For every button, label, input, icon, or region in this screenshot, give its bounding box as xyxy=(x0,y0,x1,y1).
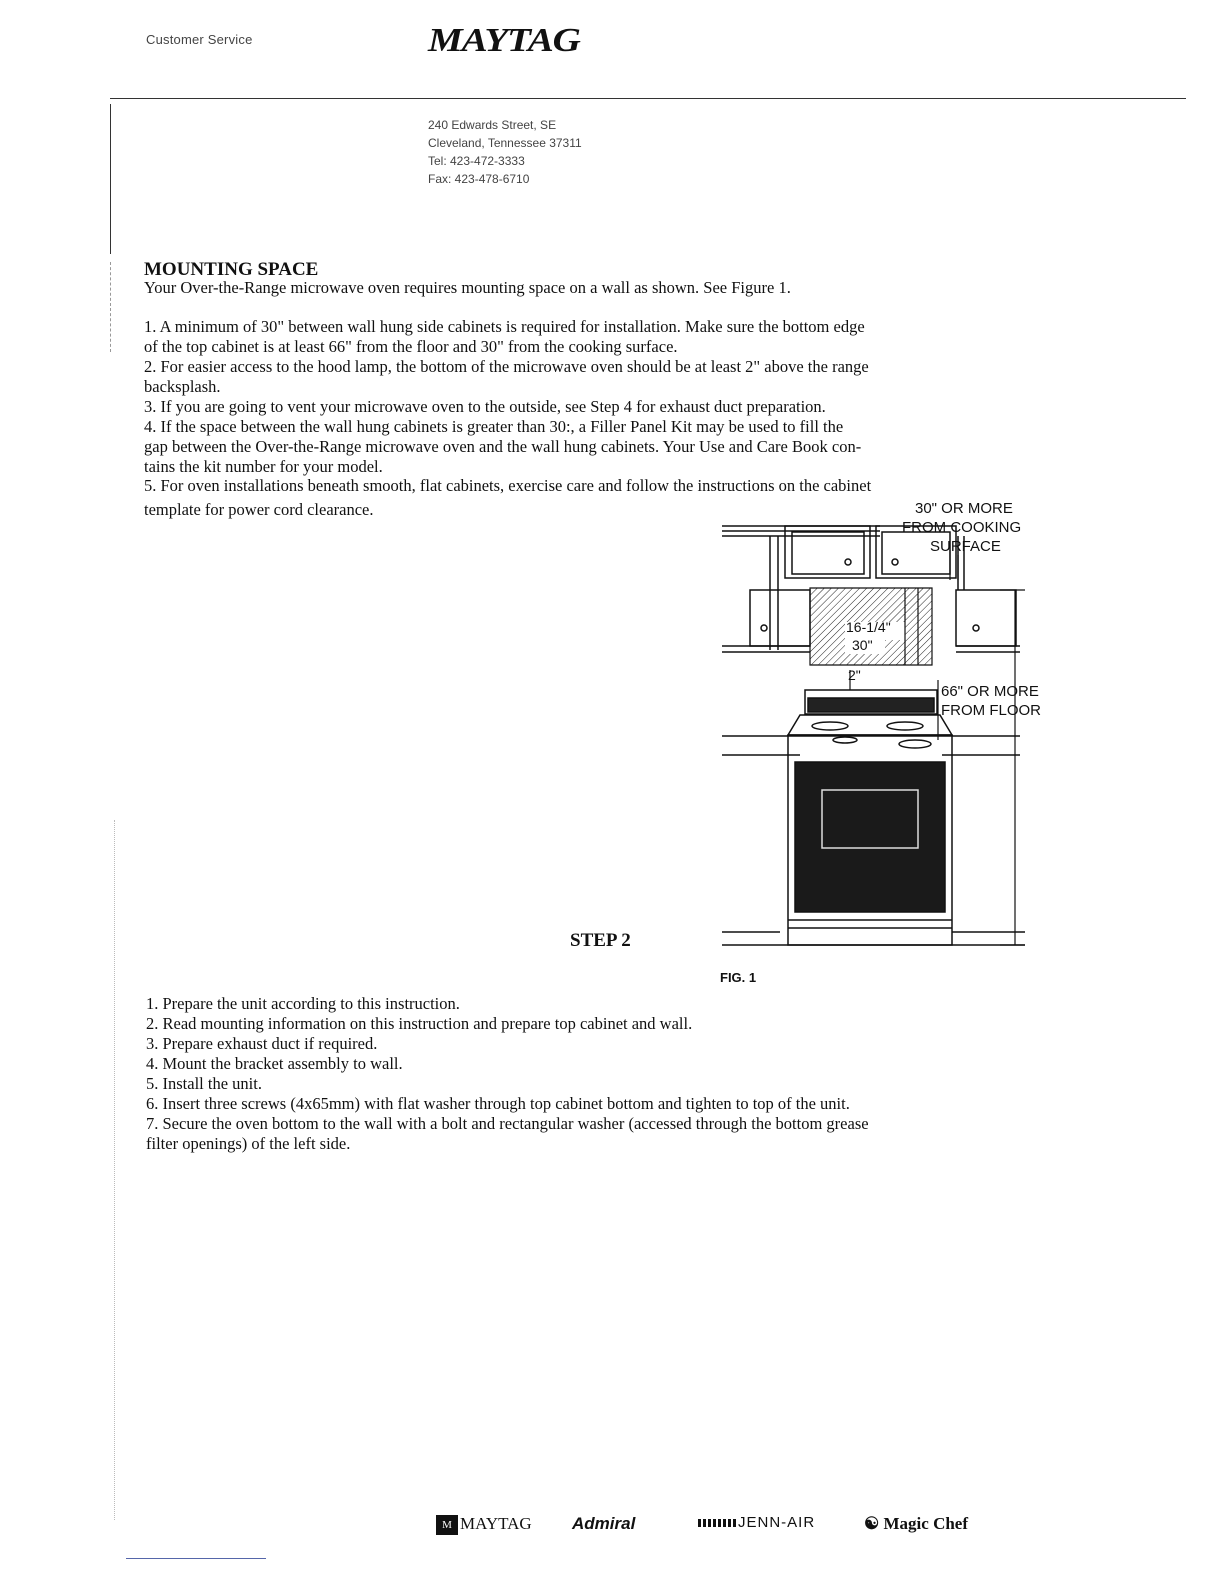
figure-caption: FIG. 1 xyxy=(720,970,757,985)
brand-admiral: Admiral xyxy=(572,1514,636,1533)
label-cooking-line3: SURFACE xyxy=(930,538,1001,555)
address-street: 240 Edwards Street, SE xyxy=(428,118,557,132)
mounting-line: gap between the Over-the-Range microwave oven and the wall hung cabinets. Your Use and Care Book con- xyxy=(144,437,862,456)
step-item: 5. Install the unit. xyxy=(146,1074,262,1093)
mounting-line: 3. If you are going to vent your microwave oven to the outside, see Step 4 for exhaust duct preparation. xyxy=(144,397,826,416)
address-tel: Tel: 423-472-3333 xyxy=(428,154,525,168)
bottom-rule xyxy=(126,1558,266,1559)
mounting-line: template for power cord clearance. xyxy=(144,500,374,519)
brand-footer xyxy=(436,1508,996,1538)
jennair-stripe-icon xyxy=(698,1519,736,1527)
brand-magic-chef: ☯ Magic Chef xyxy=(864,1514,969,1533)
step-item: 7. Secure the oven bottom to the wall with a bolt and rectangular washer (accessed through the bottom grease xyxy=(146,1114,869,1133)
brand-maytag: M MAYTAG xyxy=(436,1514,532,1535)
label-floor-line1: 66" OR MORE xyxy=(941,683,1039,700)
step-item: 4. Mount the bracket assembly to wall. xyxy=(146,1054,403,1073)
maytag-mark-icon: M xyxy=(436,1515,458,1535)
mounting-line: 2. For easier access to the hood lamp, the bottom of the microwave oven should be at least 2" above the range xyxy=(144,357,869,376)
maytag-logo: MAYTAG xyxy=(428,22,580,59)
figure-1-diagram xyxy=(700,500,1080,970)
step-item: 6. Insert three screws (4x65mm) with flat washer through top cabinet bottom and tighten to top of the unit. xyxy=(146,1094,850,1113)
step-item: 3. Prepare exhaust duct if required. xyxy=(146,1034,378,1053)
step-2-list xyxy=(146,994,869,1154)
customer-service-label: Customer Service xyxy=(146,32,253,47)
mounting-line: 5. For oven installations beneath smooth, flat cabinets, exercise care and follow the instructions on the cabinet xyxy=(144,476,872,495)
brand-jennair: JENN-AIR xyxy=(698,1514,815,1531)
label-cooking-line2: FROM COOKING xyxy=(902,519,1022,536)
mounting-space-title: MOUNTING SPACE xyxy=(144,259,319,280)
label-cooking-line1: 30" OR MORE xyxy=(915,500,1013,517)
margin-dots xyxy=(114,820,115,1520)
label-floor-line2: FROM FLOOR xyxy=(941,702,1041,719)
mounting-intro: Your Over-the-Range microwave oven requires mounting space on a wall as shown. See Figure 1. xyxy=(144,278,791,297)
mounting-line: 4. If the space between the wall hung cabinets is greater than 30:, a Filler Panel Kit may be used to fill the xyxy=(144,417,844,436)
label-2: 2" xyxy=(848,667,861,683)
mounting-line: backsplash. xyxy=(144,377,221,396)
mounting-line: of the top cabinet is at least 66" from the floor and 30" from the cooking surface. xyxy=(144,337,678,356)
step-item: 1. Prepare the unit according to this instruction. xyxy=(146,994,460,1013)
step-item: filter openings) of the left side. xyxy=(146,1134,351,1153)
mounting-line: tains the kit number for your model. xyxy=(144,457,383,476)
label-30: 30" xyxy=(852,637,873,653)
chef-hat-icon: ☯ xyxy=(864,1514,880,1533)
left-rule-dashed xyxy=(110,262,111,352)
left-rule xyxy=(110,104,111,254)
step-2-title: STEP 2 xyxy=(570,930,631,951)
mounting-line: 1. A minimum of 30" between wall hung side cabinets is required for installation. Make sure the bottom edge xyxy=(144,317,865,336)
address-fax: Fax: 423-478-6710 xyxy=(428,172,530,186)
label-16-1-4: 16-1/4" xyxy=(846,619,891,635)
range xyxy=(722,690,1025,945)
address-city: Cleveland, Tennessee 37311 xyxy=(428,136,582,150)
header-rule xyxy=(110,98,1186,99)
step-item: 2. Read mounting information on this instruction and prepare top cabinet and wall. xyxy=(146,1014,693,1033)
address-block xyxy=(428,116,582,188)
